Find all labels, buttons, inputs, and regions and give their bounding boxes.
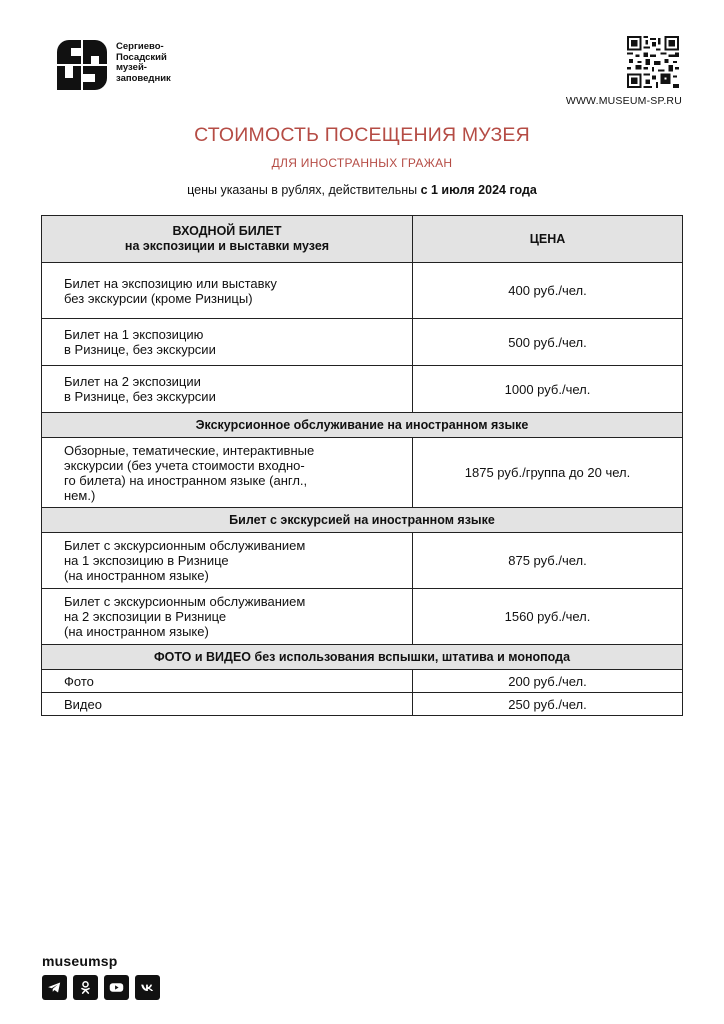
ticket-name-line: в Ризнице, без экскурсии bbox=[64, 342, 216, 357]
ticket-name bbox=[42, 263, 413, 319]
page-subtitle: ДЛЯ ИНОСТРАННЫХ ГРАЖАН bbox=[271, 156, 453, 170]
section-row bbox=[42, 508, 683, 533]
header-line: ВХОДНОЙ БИЛЕТ bbox=[172, 224, 282, 238]
table-row bbox=[42, 366, 683, 413]
ticket-name-line: Обзорные, тематические, интерактивные bbox=[64, 442, 315, 458]
logo-line: музей- bbox=[116, 62, 147, 73]
ticket-name-line: (на иностранном языке) bbox=[64, 624, 209, 639]
vk-icon[interactable] bbox=[135, 975, 160, 1000]
telegram-icon[interactable] bbox=[42, 975, 67, 1000]
ticket-price: 500 руб./чел. bbox=[413, 319, 683, 366]
header-line: на экспозиции и выставки музея bbox=[124, 239, 330, 253]
ticket-name-line: Билет на экспозицию или выставку bbox=[64, 275, 277, 291]
section-heading: ФОТО и ВИДЕО без использования вспышки, штатива и монопода bbox=[42, 645, 683, 670]
logo-mark-icon bbox=[57, 40, 107, 90]
table-row bbox=[42, 693, 683, 716]
ticket-price: 875 руб./чел. bbox=[413, 533, 683, 589]
section-heading: Экскурсионное обслуживание на иностранном языке bbox=[42, 413, 683, 438]
youtube-icon[interactable] bbox=[104, 975, 129, 1000]
ticket-name-line: го билета) на иностранном языке (англ., bbox=[64, 472, 308, 488]
social-handle: museumsp bbox=[42, 953, 118, 969]
ticket-name-line: на 1 экспозицию в Ризнице bbox=[64, 553, 229, 568]
ticket-name-line: Билет на 1 экспозицию bbox=[64, 327, 204, 342]
table-row bbox=[42, 319, 683, 366]
ticket-name-line: нем.) bbox=[64, 487, 96, 503]
ticket-name-line: Билет на 2 экспозиции bbox=[64, 374, 201, 389]
ticket-price: 250 руб./чел. bbox=[413, 693, 683, 716]
section-row bbox=[42, 645, 683, 670]
logo-text bbox=[116, 42, 196, 84]
table-row bbox=[42, 670, 683, 693]
qr-code-icon[interactable] bbox=[627, 36, 679, 88]
page-title: СТОИМОСТЬ ПОСЕЩЕНИЯ МУЗЕЯ bbox=[194, 124, 530, 146]
ticket-name: Фото bbox=[42, 670, 413, 693]
column-header-price: ЦЕНА bbox=[413, 216, 683, 263]
table-row bbox=[42, 589, 683, 645]
ticket-price: 1560 руб./чел. bbox=[413, 589, 683, 645]
ticket-name-line: Билет с экскурсионным обслуживанием bbox=[64, 538, 306, 553]
ticket-name-line: Билет с экскурсионным обслуживанием bbox=[64, 594, 306, 609]
ticket-name-line: без экскурсии (кроме Ризницы) bbox=[64, 290, 253, 306]
ticket-name-line: экскурсии (без учета стоимости входно- bbox=[64, 457, 305, 473]
social-links bbox=[42, 975, 160, 1000]
table-header-row bbox=[42, 216, 683, 263]
logo-line: заповедник bbox=[116, 72, 171, 84]
note-date: с 1 июля 2024 года bbox=[420, 183, 537, 197]
odnoklassniki-icon[interactable] bbox=[73, 975, 98, 1000]
ticket-name-line: (на иностранном языке) bbox=[64, 568, 209, 583]
section-row bbox=[42, 413, 683, 438]
ticket-name: Видео bbox=[42, 693, 413, 716]
museum-logo bbox=[57, 40, 196, 90]
ticket-name-line: в Ризнице, без экскурсии bbox=[64, 389, 216, 404]
logo-line: Посадский bbox=[116, 51, 167, 63]
ticket-name bbox=[42, 589, 413, 645]
table-row bbox=[42, 263, 683, 319]
note-text: цены указаны в рублях, действительны bbox=[187, 183, 421, 197]
table-row bbox=[42, 533, 683, 589]
ticket-price: 400 руб./чел. bbox=[413, 263, 683, 319]
website-link[interactable]: WWW.MUSEUM-SP.RU bbox=[565, 95, 682, 107]
ticket-name bbox=[42, 366, 413, 413]
column-header-ticket bbox=[42, 216, 413, 263]
ticket-name bbox=[42, 533, 413, 589]
section-heading: Билет с экскурсией на иностранном языке bbox=[42, 508, 683, 533]
ticket-name bbox=[42, 319, 413, 366]
ticket-price: 1875 руб./группа до 20 чел. bbox=[413, 438, 683, 508]
ticket-price: 1000 руб./чел. bbox=[413, 366, 683, 413]
ticket-name-line: на 2 экспозиции в Ризнице bbox=[64, 609, 227, 624]
ticket-price: 200 руб./чел. bbox=[413, 670, 683, 693]
logo-line: Сергиево- bbox=[116, 41, 164, 52]
validity-note bbox=[0, 183, 724, 197]
ticket-name bbox=[42, 438, 413, 508]
table-row bbox=[42, 438, 683, 508]
price-table bbox=[41, 215, 683, 716]
